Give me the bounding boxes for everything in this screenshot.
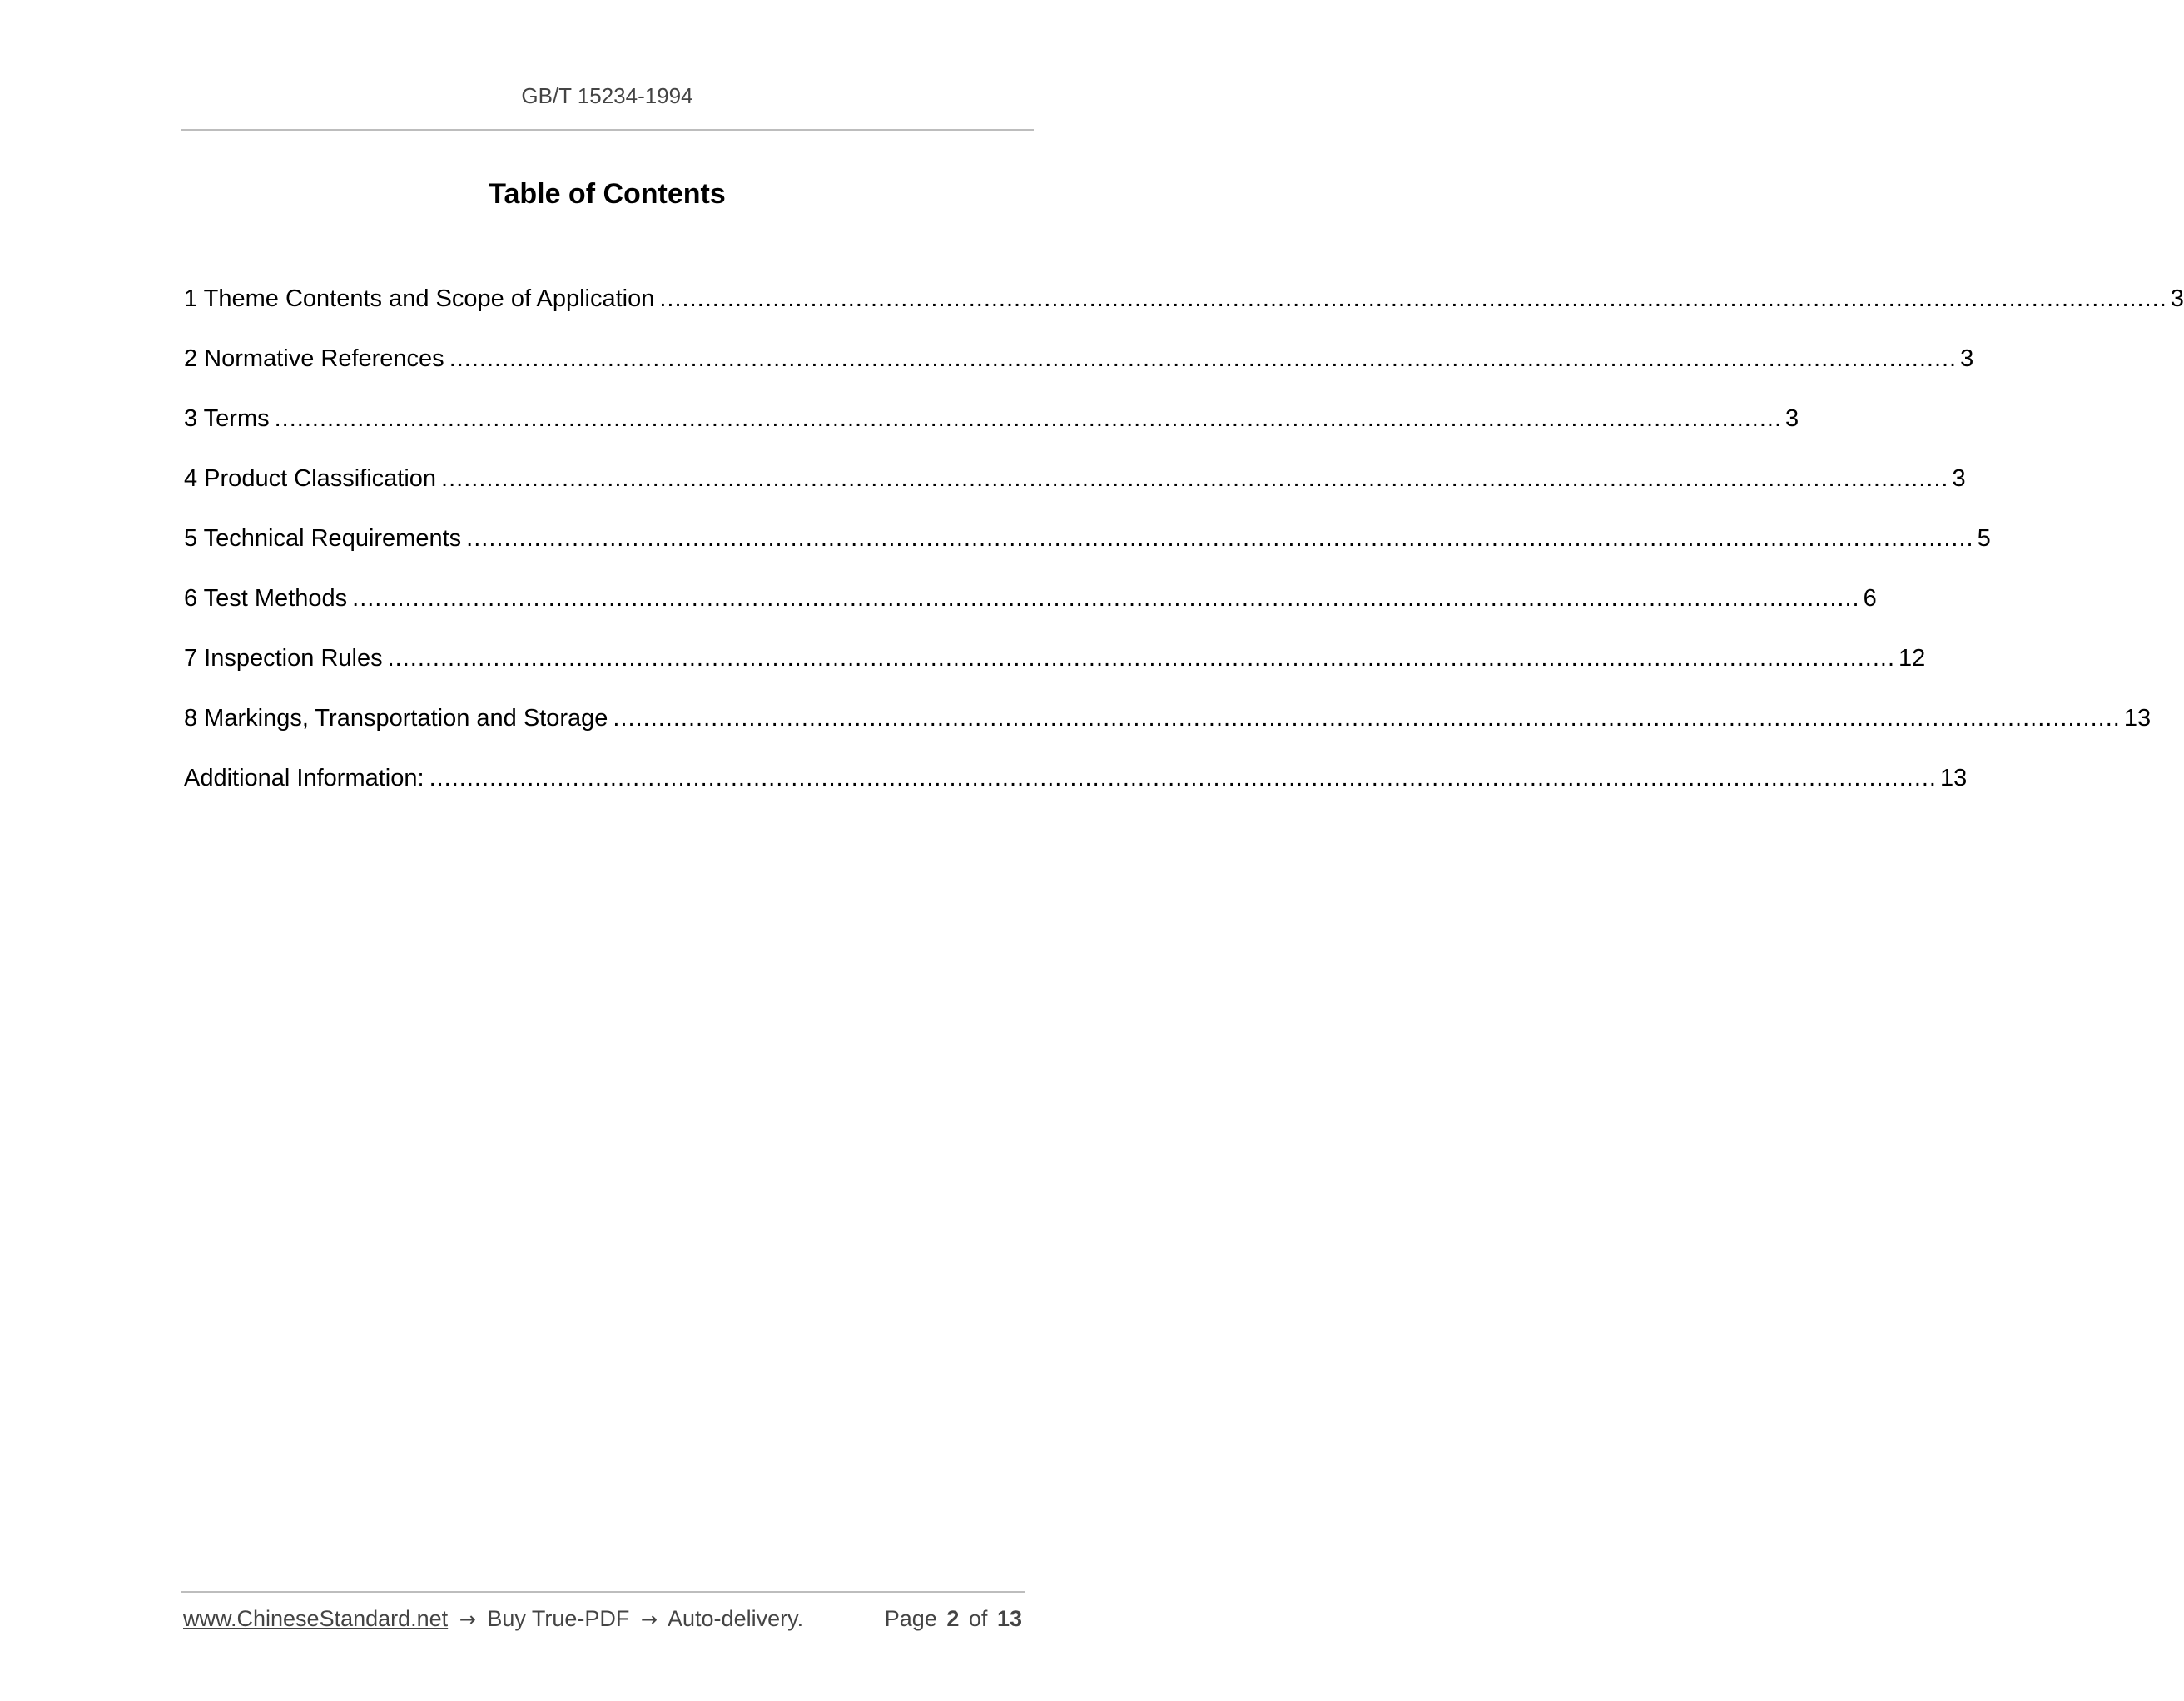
toc-entry-page: 6 (1863, 585, 1877, 612)
page-number (885, 1606, 1025, 1632)
delivery-text: Auto-delivery. (668, 1606, 804, 1631)
toc-entry[interactable] (184, 340, 1974, 400)
toc-entry[interactable] (184, 460, 1966, 520)
toc-entry-label: 2 Normative References (184, 345, 444, 372)
toc-entry-label: 8 Markings, Transportation and Storage (184, 705, 608, 731)
buy-text: Buy True-PDF (487, 1606, 630, 1631)
toc-entry-page: 3 (1785, 405, 1799, 432)
dot-leader: ........................................................................................................................................................................................................ (387, 645, 1896, 672)
toc-entry-page: 5 (1977, 525, 1991, 552)
dot-leader: ........................................................................................................................................................................................................ (352, 585, 1860, 612)
toc-entry-page: 3 (1952, 465, 1966, 492)
dot-leader: ........................................................................................................................................................................................................ (429, 765, 1937, 791)
page-label: Page (884, 1606, 937, 1631)
toc-entry[interactable] (184, 400, 1799, 460)
toc-entry-page: 12 (1899, 645, 1926, 672)
dot-leader: ........................................................................................................................................................................................................ (659, 285, 2167, 312)
toc-title: Table of Contents (489, 178, 726, 210)
document-header: GB/T 15234-1994 (521, 83, 693, 108)
arrow-right-icon: → (459, 1608, 476, 1631)
dot-leader: ........................................................................................................................................................................................................ (613, 705, 2121, 731)
toc-entry-label: 6 Test Methods (184, 585, 348, 612)
footer-divider (181, 1591, 1025, 1593)
table-of-contents (184, 280, 2184, 820)
toc-entry[interactable] (184, 700, 2152, 760)
toc-entry[interactable] (184, 280, 2184, 340)
toc-entry-label: 4 Product Classification (184, 465, 437, 492)
toc-entry-page: 13 (2123, 705, 2152, 731)
site-link[interactable]: www.ChineseStandard.net (183, 1606, 449, 1631)
toc-entry-page: 13 (1940, 765, 1968, 791)
toc-entry-page: 3 (1960, 345, 1974, 372)
dot-leader: ........................................................................................................................................................................................................ (466, 525, 1974, 552)
toc-entry-label: 1 Theme Contents and Scope of Application (184, 285, 655, 312)
toc-entry-label: Additional Information: (184, 765, 424, 791)
toc-entry[interactable] (184, 760, 1968, 820)
dot-leader: ........................................................................................................................................................................................................ (274, 405, 1783, 432)
toc-entry-label: 5 Technical Requirements (184, 525, 462, 552)
toc-entry[interactable] (184, 580, 1877, 640)
of-label: of (968, 1606, 988, 1631)
toc-entry-label: 7 Inspection Rules (184, 645, 383, 672)
arrow-right-icon: → (640, 1608, 658, 1631)
current-page: 2 (946, 1606, 960, 1631)
page-footer (183, 1606, 1025, 1632)
dot-leader: ........................................................................................................................................................................................................ (449, 345, 1958, 372)
toc-entry[interactable] (184, 640, 1926, 700)
header-divider (181, 129, 1034, 131)
toc-entry[interactable] (184, 520, 1991, 580)
toc-entry-page: 3 (2170, 285, 2184, 312)
total-pages: 13 (996, 1606, 1022, 1631)
dot-leader: ........................................................................................................................................................................................................ (441, 465, 1949, 492)
toc-entry-label: 3 Terms (184, 405, 270, 432)
